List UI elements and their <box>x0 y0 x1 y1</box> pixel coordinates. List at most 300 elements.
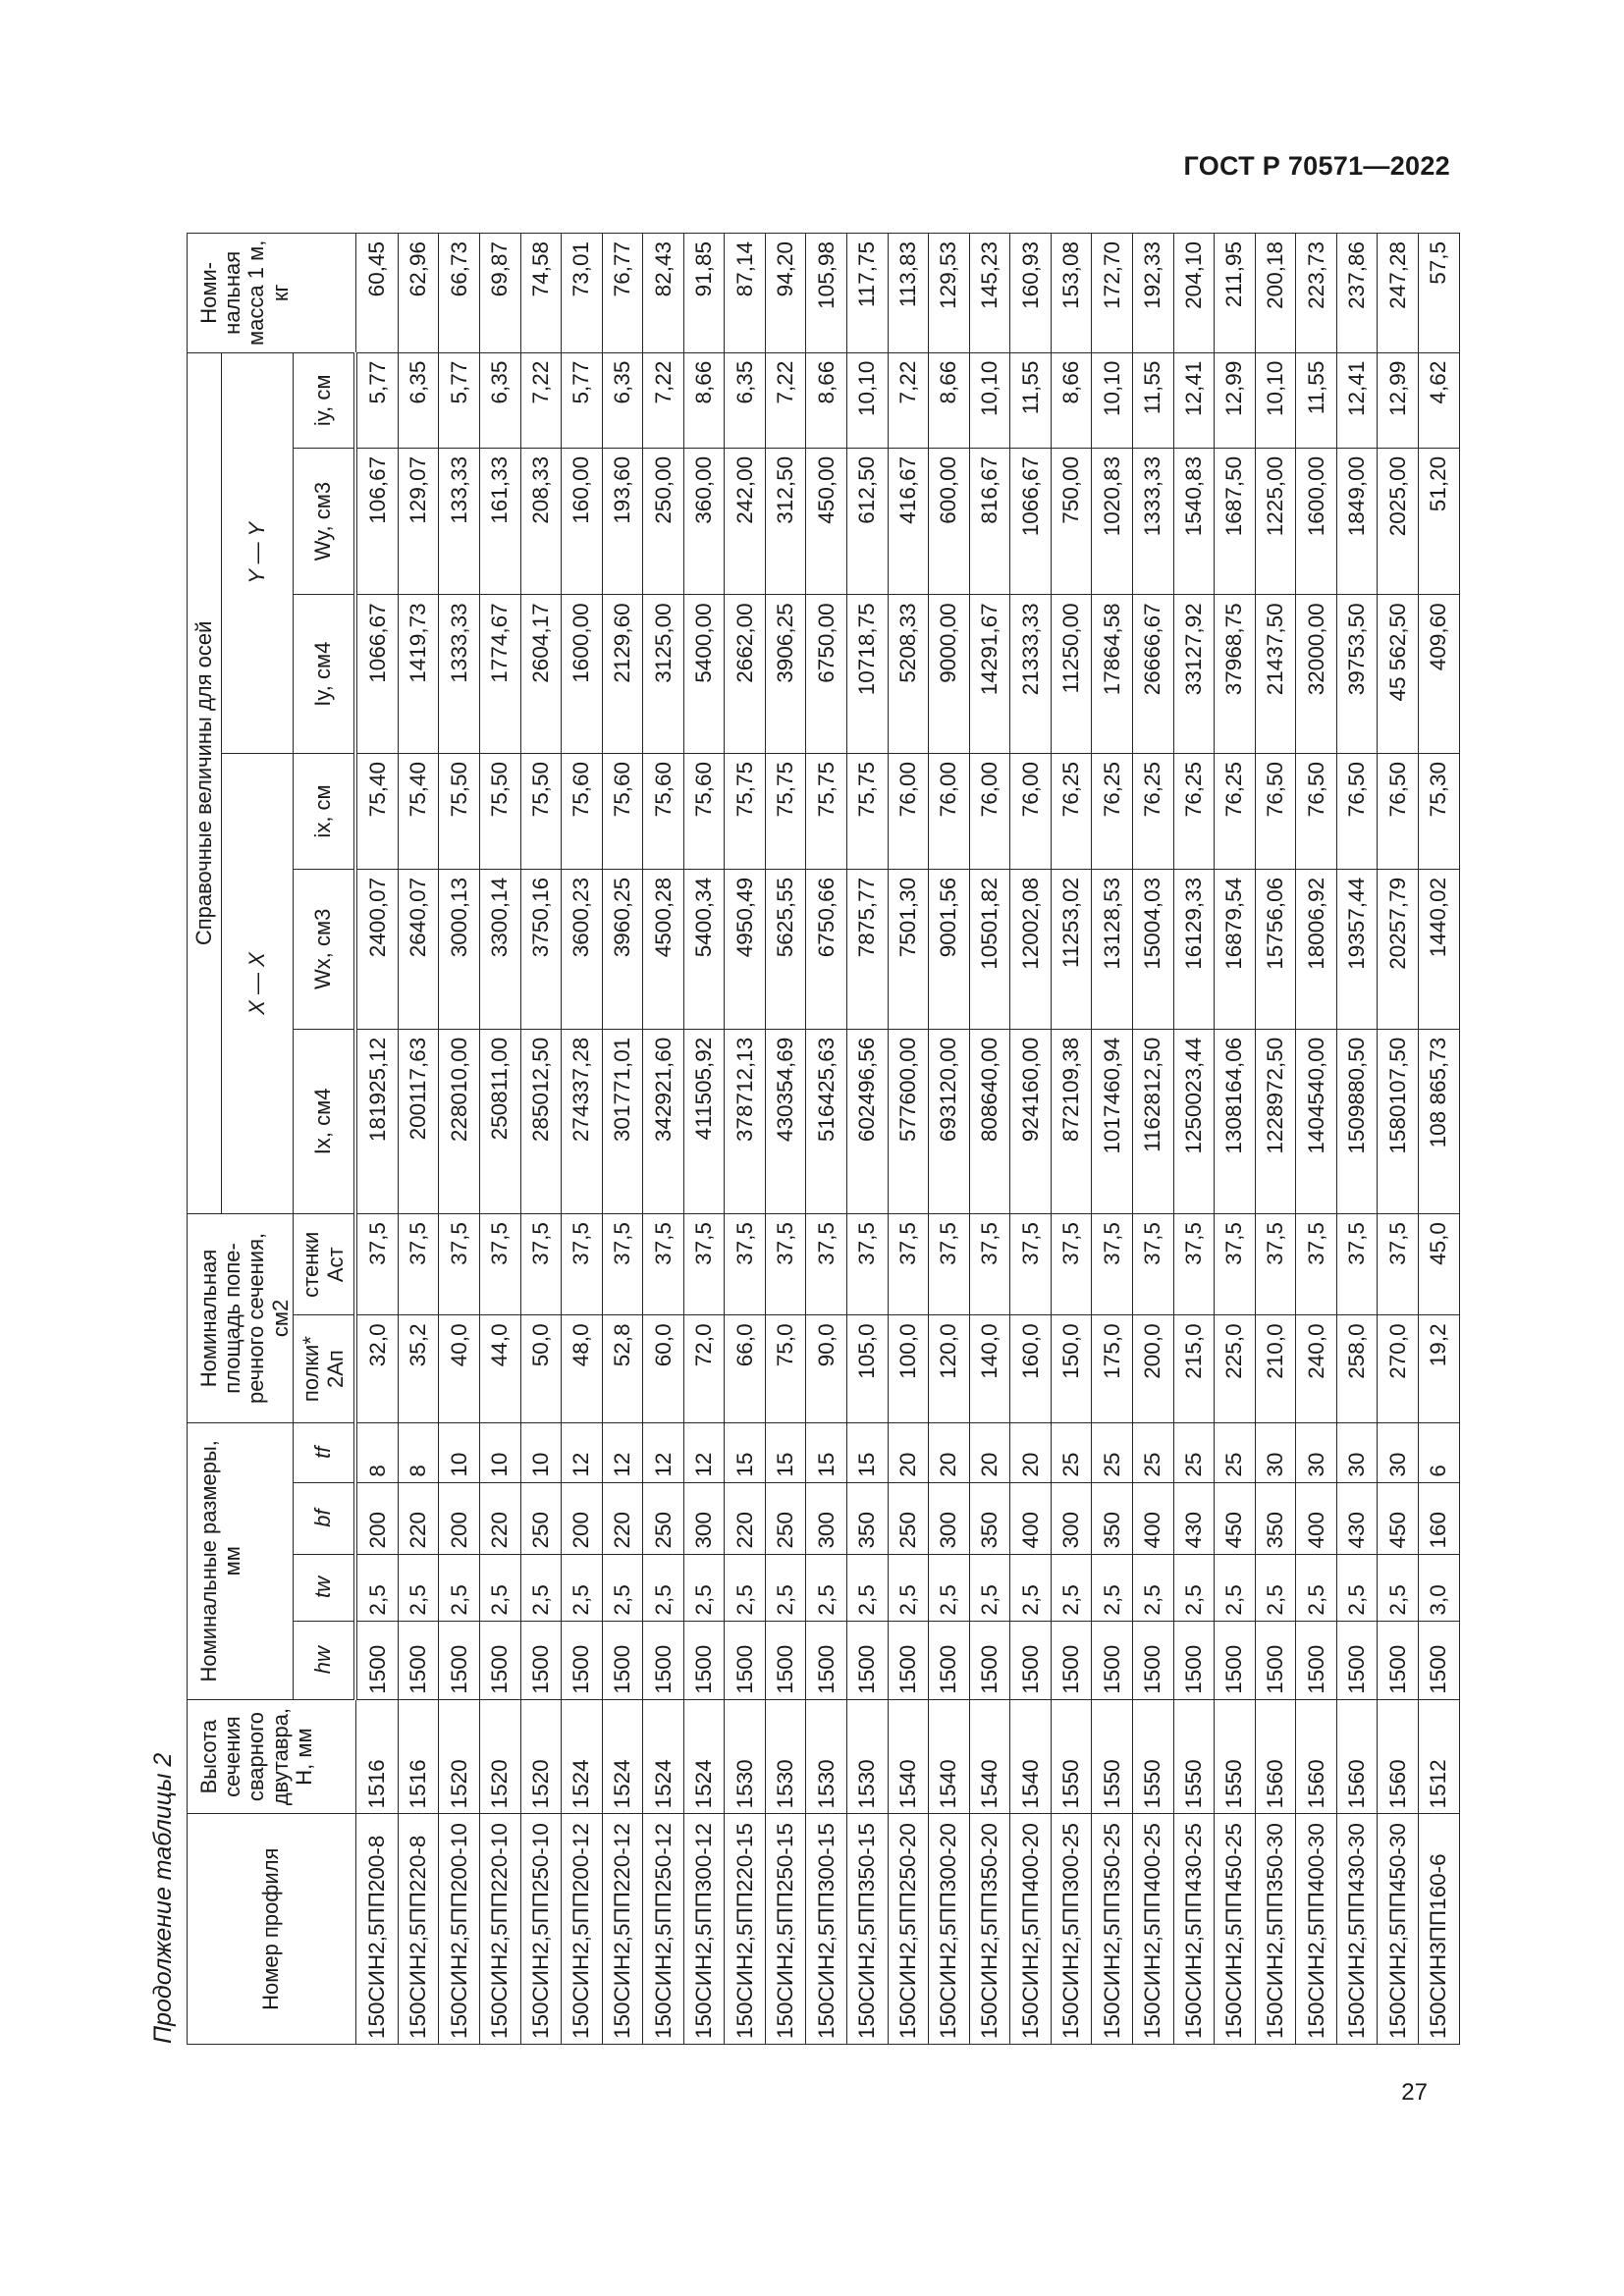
table-cell: 5208,33 <box>888 595 929 754</box>
table-row <box>439 234 480 2045</box>
table-cell: 1333,33 <box>439 595 480 754</box>
table-cell: 76,50 <box>1296 754 1337 870</box>
table-cell: 350 <box>1092 1482 1133 1554</box>
table-cell: 10,10 <box>1255 352 1296 448</box>
profile-number-cell: 150СИН2,5ПП220-15 <box>725 1814 766 2045</box>
table-cell: 450 <box>1215 1482 1256 1554</box>
table-cell: 76,50 <box>1378 754 1419 870</box>
table-cell: 75,60 <box>602 754 643 870</box>
table-cell: 3,0 <box>1418 1554 1459 1621</box>
table-cell: 75,0 <box>765 1315 806 1422</box>
table-cell: 5625,55 <box>765 869 806 1029</box>
table-cell: 225,0 <box>1215 1315 1256 1422</box>
rotated-table-container <box>187 233 1456 2045</box>
page-number: 27 <box>1401 2079 1428 2106</box>
table-cell: 37,5 <box>1132 1214 1173 1315</box>
profile-number-cell: 150СИН2,5ПП350-30 <box>1255 1814 1296 2045</box>
table-cell: 516425,63 <box>806 1029 847 1213</box>
table-cell: 10 <box>479 1422 520 1482</box>
table-cell: 2,5 <box>1255 1554 1296 1621</box>
table-cell: 9000,00 <box>929 595 970 754</box>
table-cell: 258,0 <box>1336 1315 1378 1422</box>
table-cell: 25 <box>1132 1422 1173 1482</box>
table-cell: 247,28 <box>1378 234 1419 353</box>
table-cell: 10,10 <box>969 352 1010 448</box>
table-cell: 6,35 <box>479 352 520 448</box>
table-cell: 37,5 <box>1173 1214 1215 1315</box>
table-cell: 200 <box>439 1482 480 1554</box>
table-row <box>643 234 684 2045</box>
table-cell: 360,00 <box>683 448 725 594</box>
table-cell: 193,60 <box>602 448 643 594</box>
table-cell: 20 <box>969 1422 1010 1482</box>
table-cell: 215,0 <box>1173 1315 1215 1422</box>
table-cell: 3960,25 <box>602 869 643 1029</box>
table-cell: 3750,16 <box>520 869 562 1029</box>
table-row <box>1010 234 1052 2045</box>
table-cell: 1524 <box>643 1699 684 1814</box>
table-cell: 1500 <box>806 1621 847 1699</box>
table-cell: 30 <box>1296 1422 1337 1482</box>
table-cell: 12002,08 <box>1010 869 1052 1029</box>
table-cell: 7,22 <box>888 352 929 448</box>
table-cell: 285012,50 <box>520 1029 562 1213</box>
table-cell: 6,35 <box>602 352 643 448</box>
table-row <box>929 234 970 2045</box>
table-cell: 2,5 <box>1132 1554 1173 1621</box>
profile-number-cell: 150СИН2,5ПП430-25 <box>1173 1814 1215 2045</box>
table-cell: 69,87 <box>479 234 520 353</box>
table-cell: 37968,75 <box>1215 595 1256 754</box>
table-cell: 60,45 <box>355 234 398 353</box>
table-cell: 75,50 <box>439 754 480 870</box>
table-cell: 12,99 <box>1215 352 1256 448</box>
table-cell: 1520 <box>479 1699 520 1814</box>
table-cell: 76,50 <box>1336 754 1378 870</box>
table-cell: 2,5 <box>1296 1554 1337 1621</box>
table-cell: 1500 <box>1215 1621 1256 1699</box>
table-cell: 1250023,44 <box>1173 1029 1215 1213</box>
table-cell: 250,00 <box>643 448 684 594</box>
table-cell: 1500 <box>602 1621 643 1699</box>
table-cell: 8,66 <box>1051 352 1092 448</box>
table-row <box>888 234 929 2045</box>
header-flange-area: полки* 2Aп <box>293 1315 355 1422</box>
table-cell: 416,67 <box>888 448 929 594</box>
table-cell: 37,5 <box>888 1214 929 1315</box>
table-row <box>562 234 603 2045</box>
table-cell: 7501,30 <box>888 869 929 1029</box>
table-cell: 37,5 <box>1051 1214 1092 1315</box>
table-cell: 2,5 <box>888 1554 929 1621</box>
table-cell: 400 <box>1010 1482 1052 1554</box>
table-cell: 14291,67 <box>969 595 1010 754</box>
table-cell: 300 <box>683 1482 725 1554</box>
table-cell: 220 <box>602 1482 643 1554</box>
table-cell: 1550 <box>1215 1699 1256 1814</box>
table-row <box>725 234 766 2045</box>
table-cell: 11,55 <box>1010 352 1052 448</box>
table-cell: 105,0 <box>847 1315 889 1422</box>
table-cell: 1500 <box>1132 1621 1173 1699</box>
table-cell: 2,5 <box>398 1554 439 1621</box>
table-cell: 37,5 <box>765 1214 806 1315</box>
header-hw: hw <box>293 1621 355 1699</box>
table-cell: 300 <box>806 1482 847 1554</box>
table-cell: 117,75 <box>847 234 889 353</box>
table-cell: 12 <box>602 1422 643 1482</box>
table-cell: 62,96 <box>398 234 439 353</box>
profile-number-cell: 150СИН2,5ПП350-20 <box>969 1814 1010 2045</box>
table-cell: 76,00 <box>969 754 1010 870</box>
table-cell: 1500 <box>1336 1621 1378 1699</box>
table-cell: 21333,33 <box>1010 595 1052 754</box>
table-cell: 181925,12 <box>355 1029 398 1213</box>
table-cell: 237,86 <box>1336 234 1378 353</box>
table-cell: 11,55 <box>1296 352 1337 448</box>
table-cell: 2640,07 <box>398 869 439 1029</box>
table-row <box>847 234 889 2045</box>
profile-number-cell: 150СИН2,5ПП350-15 <box>847 1814 889 2045</box>
table-cell: 208,33 <box>520 448 562 594</box>
table-cell: 37,5 <box>806 1214 847 1315</box>
table-row <box>398 234 439 2045</box>
table-cell: 57,5 <box>1418 234 1459 353</box>
table-cell: 133,33 <box>439 448 480 594</box>
table-cell: 200,18 <box>1255 234 1296 353</box>
table-cell: 250 <box>643 1482 684 1554</box>
table-cell: 100,0 <box>888 1315 929 1422</box>
profile-number-cell: 150СИН2,5ПП300-15 <box>806 1814 847 2045</box>
table-row <box>1336 234 1378 2045</box>
header-wx: Wx, см3 <box>293 869 355 1029</box>
table-cell: 3600,23 <box>562 869 603 1029</box>
table-cell: 12,99 <box>1378 352 1419 448</box>
table-cell: 1560 <box>1378 1699 1419 1814</box>
table-cell: 75,60 <box>643 754 684 870</box>
table-cell: 1560 <box>1255 1699 1296 1814</box>
table-cell: 13128,53 <box>1092 869 1133 1029</box>
table-cell: 350 <box>847 1482 889 1554</box>
table-row <box>1051 234 1092 2045</box>
table-cell: 1500 <box>1378 1621 1419 1699</box>
table-cell: 94,20 <box>765 234 806 353</box>
table-cell: 192,33 <box>1132 234 1173 353</box>
table-cell: 1540 <box>929 1699 970 1814</box>
table-cell: 1500 <box>1051 1621 1092 1699</box>
table-cell: 11,55 <box>1132 352 1173 448</box>
profile-number-cell: 150СИН2,5ПП300-20 <box>929 1814 970 2045</box>
table-cell: 73,01 <box>562 234 603 353</box>
table-cell: 816,67 <box>969 448 1010 594</box>
table-cell: 5,77 <box>562 352 603 448</box>
header-reference: Справочные величины для осей <box>188 352 222 1213</box>
table-cell: 1500 <box>479 1621 520 1699</box>
table-cell: 577600,00 <box>888 1029 929 1213</box>
header-web-area: стенки Aст <box>293 1214 355 1315</box>
table-cell: 30 <box>1378 1422 1419 1482</box>
table-cell: 1500 <box>1255 1621 1296 1699</box>
table-cell: 300 <box>929 1482 970 1554</box>
profile-number-cell: 150СИН2,5ПП200-12 <box>562 1814 603 2045</box>
table-cell: 1550 <box>1132 1699 1173 1814</box>
table-cell: 15756,06 <box>1255 869 1296 1029</box>
table-cell: 75,60 <box>562 754 603 870</box>
table-cell: 2,5 <box>1010 1554 1052 1621</box>
header-wy: Wy, см3 <box>293 448 355 594</box>
table-cell: 90,0 <box>806 1315 847 1422</box>
table-cell: 1774,67 <box>479 595 520 754</box>
table-cell: 25 <box>1092 1422 1133 1482</box>
table-cell: 1540 <box>969 1699 1010 1814</box>
table-cell: 3000,13 <box>439 869 480 1029</box>
table-cell: 10 <box>439 1422 480 1482</box>
table-cell: 2,5 <box>1051 1554 1092 1621</box>
table-cell: 37,5 <box>398 1214 439 1315</box>
profile-number-cell: 150СИН2,5ПП200-10 <box>439 1814 480 2045</box>
table-cell: 16879,54 <box>1215 869 1256 1029</box>
table-cell: 6 <box>1418 1422 1459 1482</box>
table-cell: 30 <box>1336 1422 1378 1482</box>
profile-number-cell: 150СИН2,5ПП450-25 <box>1215 1814 1256 2045</box>
header-mass: Номи-нальная масса 1 м, кг <box>188 234 356 353</box>
table-cell: 6750,66 <box>806 869 847 1029</box>
table-cell: 120,0 <box>929 1315 970 1422</box>
table-cell: 1333,33 <box>1132 448 1173 594</box>
table-cell: 400 <box>1296 1482 1337 1554</box>
header-profile: Номер профиля <box>188 1814 356 2045</box>
table-cell: 2,5 <box>520 1554 562 1621</box>
profile-table <box>187 233 1460 2045</box>
table-cell: 75,40 <box>355 754 398 870</box>
table-cell: 2,5 <box>355 1554 398 1621</box>
table-cell: 10,10 <box>1092 352 1133 448</box>
table-cell: 75,75 <box>725 754 766 870</box>
header-tf: tf <box>293 1422 355 1482</box>
table-cell: 2,5 <box>602 1554 643 1621</box>
table-cell: 223,73 <box>1296 234 1337 353</box>
table-cell: 600,00 <box>929 448 970 594</box>
table-row <box>602 234 643 2045</box>
table-cell: 1017460,94 <box>1092 1029 1133 1213</box>
table-cell: 75,50 <box>520 754 562 870</box>
table-cell: 693120,00 <box>929 1029 970 1213</box>
table-row <box>1173 234 1215 2045</box>
table-cell: 3125,00 <box>643 595 684 754</box>
table-cell: 1550 <box>1092 1699 1133 1814</box>
table-cell: 75,75 <box>806 754 847 870</box>
header-height: Высота сечения сварного двутавра, H, мм <box>188 1699 356 1814</box>
table-cell: 2,5 <box>439 1554 480 1621</box>
table-cell: 2,5 <box>929 1554 970 1621</box>
table-cell: 91,85 <box>683 234 725 353</box>
table-row <box>1215 234 1256 2045</box>
table-cell: 37,5 <box>1378 1214 1419 1315</box>
table-cell: 45 562,50 <box>1378 595 1419 754</box>
table-cell: 2,5 <box>847 1554 889 1621</box>
table-cell: 1560 <box>1296 1699 1337 1814</box>
table-cell: 242,00 <box>725 448 766 594</box>
table-cell: 1530 <box>847 1699 889 1814</box>
table-cell: 1516 <box>398 1699 439 1814</box>
table-cell: 75,75 <box>847 754 889 870</box>
table-cell: 411505,92 <box>683 1029 725 1213</box>
table-cell: 1500 <box>439 1621 480 1699</box>
table-cell: 430 <box>1336 1482 1378 1554</box>
table-cell: 76,00 <box>929 754 970 870</box>
table-cell: 350 <box>1255 1482 1296 1554</box>
table-cell: 76,77 <box>602 234 643 353</box>
table-cell: 1500 <box>929 1621 970 1699</box>
table-cell: 37,5 <box>969 1214 1010 1315</box>
table-cell: 82,43 <box>643 234 684 353</box>
table-cell: 220 <box>725 1482 766 1554</box>
table-cell: 19357,44 <box>1336 869 1378 1029</box>
table-cell: 1524 <box>683 1699 725 1814</box>
table-cell: 129,07 <box>398 448 439 594</box>
table-cell: 175,0 <box>1092 1315 1133 1422</box>
table-cell: 20 <box>929 1422 970 1482</box>
table-cell: 76,50 <box>1255 754 1296 870</box>
table-cell: 35,2 <box>398 1315 439 1422</box>
table-row <box>1255 234 1296 2045</box>
table-cell: 37,5 <box>520 1214 562 1315</box>
table-cell: 7,22 <box>643 352 684 448</box>
table-cell: 37,5 <box>1255 1214 1296 1315</box>
profile-number-cell: 150СИН2,5ПП220-8 <box>398 1814 439 2045</box>
table-cell: 1440,02 <box>1418 869 1459 1029</box>
table-cell: 17864,58 <box>1092 595 1133 754</box>
table-cell: 1520 <box>439 1699 480 1814</box>
table-cell: 6750,00 <box>806 595 847 754</box>
table-cell: 2,5 <box>562 1554 603 1621</box>
table-cell: 37,5 <box>1336 1214 1378 1315</box>
table-cell: 37,5 <box>355 1214 398 1315</box>
table-cell: 7875,77 <box>847 869 889 1029</box>
table-cell: 15 <box>725 1422 766 1482</box>
table-cell: 430 <box>1173 1482 1215 1554</box>
table-cell: 1516 <box>355 1699 398 1814</box>
table-cell: 7,22 <box>520 352 562 448</box>
table-cell: 48,0 <box>562 1315 603 1422</box>
table-cell: 250 <box>520 1482 562 1554</box>
table-cell: 250811,00 <box>479 1029 520 1213</box>
table-cell: 350 <box>969 1482 1010 1554</box>
table-cell: 430354,69 <box>765 1029 806 1213</box>
table-cell: 1540 <box>888 1699 929 1814</box>
table-cell: 1500 <box>1296 1621 1337 1699</box>
table-cell: 140,0 <box>969 1315 1010 1422</box>
table-cell: 113,83 <box>888 234 929 353</box>
table-cell: 450,00 <box>806 448 847 594</box>
table-cell: 1524 <box>602 1699 643 1814</box>
profile-number-cell: 150СИН3ПП160-6 <box>1418 1814 1459 2045</box>
table-cell: 1308164,06 <box>1215 1029 1256 1213</box>
header-bf: bf <box>293 1482 355 1554</box>
table-cell: 2,5 <box>1215 1554 1256 1621</box>
table-cell: 808640,00 <box>969 1029 1010 1213</box>
table-row <box>765 234 806 2045</box>
table-cell: 2,5 <box>683 1554 725 1621</box>
table-cell: 5,77 <box>439 352 480 448</box>
table-cell: 1500 <box>1418 1621 1459 1699</box>
table-cell: 2,5 <box>1336 1554 1378 1621</box>
table-cell: 1530 <box>765 1699 806 1814</box>
table-cell: 1500 <box>1092 1621 1133 1699</box>
profile-number-cell: 150СИН2,5ПП350-25 <box>1092 1814 1133 2045</box>
table-cell: 10,10 <box>847 352 889 448</box>
document-code: ГОСТ Р 70571—2022 <box>1183 151 1450 181</box>
table-cell: 74,58 <box>520 234 562 353</box>
table-cell: 44,0 <box>479 1315 520 1422</box>
table-cell: 2025,00 <box>1378 448 1419 594</box>
table-cell: 75,50 <box>479 754 520 870</box>
table-cell: 5,77 <box>355 352 398 448</box>
table-cell: 10718,75 <box>847 595 889 754</box>
table-cell: 2,5 <box>725 1554 766 1621</box>
table-cell: 76,00 <box>888 754 929 870</box>
table-cell: 200,0 <box>1132 1315 1173 1422</box>
table-cell: 1225,00 <box>1255 448 1296 594</box>
profile-number-cell: 150СИН2,5ПП200-8 <box>355 1814 398 2045</box>
table-cell: 18006,92 <box>1296 869 1337 1029</box>
table-cell: 450 <box>1378 1482 1419 1554</box>
table-cell: 4950,49 <box>725 869 766 1029</box>
table-cell: 1500 <box>765 1621 806 1699</box>
table-cell: 378712,13 <box>725 1029 766 1213</box>
table-cell: 37,5 <box>1215 1214 1256 1315</box>
table-cell: 12,41 <box>1336 352 1378 448</box>
table-cell: 25 <box>1215 1422 1256 1482</box>
table-cell: 6,35 <box>725 352 766 448</box>
table-cell: 160,0 <box>1010 1315 1052 1422</box>
table-cell: 2,5 <box>806 1554 847 1621</box>
header-axis-y: Y — Y <box>222 352 294 753</box>
table-cell: 32,0 <box>355 1315 398 1422</box>
table-cell: 153,08 <box>1051 234 1092 353</box>
table-cell: 1540,83 <box>1173 448 1215 594</box>
table-cell: 400 <box>1132 1482 1173 1554</box>
table-cell: 150,0 <box>1051 1315 1092 1422</box>
table-cell: 1500 <box>355 1621 398 1699</box>
table-cell: 1849,00 <box>1336 448 1378 594</box>
table-row <box>1132 234 1173 2045</box>
table-cell: 25 <box>1173 1422 1215 1482</box>
table-cell: 76,25 <box>1132 754 1173 870</box>
table-cell: 106,67 <box>355 448 398 594</box>
table-cell: 1162812,50 <box>1132 1029 1173 1213</box>
table-cell: 1500 <box>725 1621 766 1699</box>
table-row <box>806 234 847 2045</box>
table-cell: 75,30 <box>1418 754 1459 870</box>
table-cell: 87,14 <box>725 234 766 353</box>
table-cell: 7,22 <box>765 352 806 448</box>
table-cell: 30 <box>1255 1422 1296 1482</box>
table-cell: 8 <box>355 1422 398 1482</box>
table-cell: 172,70 <box>1092 234 1133 353</box>
table-cell: 37,5 <box>562 1214 603 1315</box>
table-cell: 1500 <box>847 1621 889 1699</box>
profile-number-cell: 150СИН2,5ПП400-25 <box>1132 1814 1173 2045</box>
table-row <box>1092 234 1133 2045</box>
table-cell: 1500 <box>1173 1621 1215 1699</box>
table-cell: 76,25 <box>1051 754 1092 870</box>
table-cell: 108 865,73 <box>1418 1029 1459 1213</box>
table-cell: 2662,00 <box>725 595 766 754</box>
table-cell: 66,0 <box>725 1315 766 1422</box>
table-cell: 40,0 <box>439 1315 480 1422</box>
table-cell: 750,00 <box>1051 448 1092 594</box>
